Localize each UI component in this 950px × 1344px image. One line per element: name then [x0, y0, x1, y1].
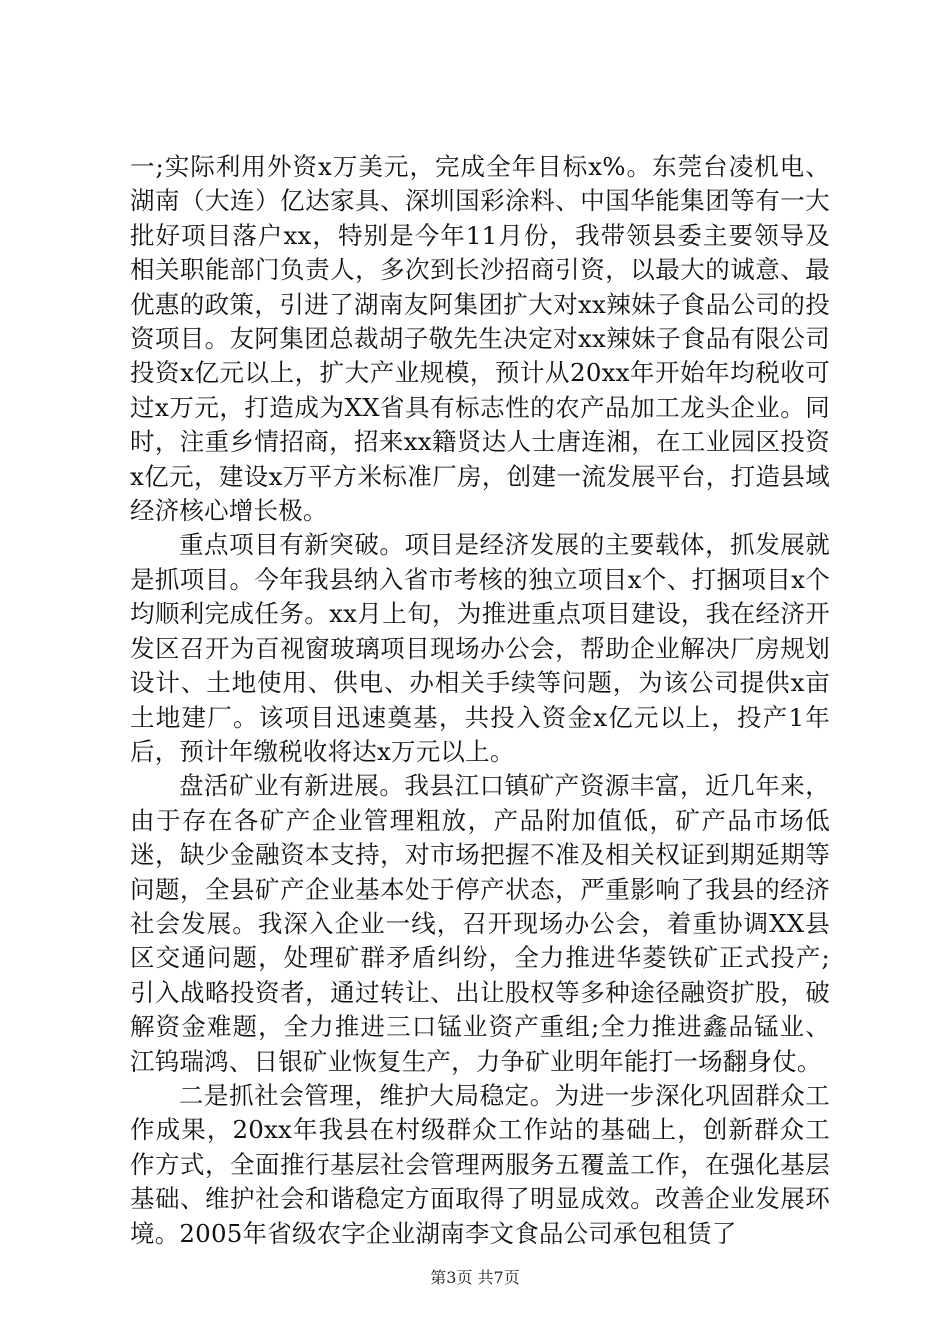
paragraph-1: 一;实际利用外资x万美元，完成全年目标x%。东莞台凌机电、湖南（大连）亿达家具、深圳国彩涂料、中国华能集团等有一大批好项目落户xx，特别是今年11月份，我带领县委主要领导及相关职能部门负责人，多次到长沙招商引资，以最大的诚意、最优惠的政策，引进了湖南友阿集团扩大对xx辣妹子食品公司的投资项目。友阿集团总裁胡子敬先生决定对xx辣妹子食品有限公司投资x亿元以上，扩大产业规模，预计从20xx年开始年均税收可过x万元，打造成为XX省具有标志性的农产品加工龙头企业。同时，注重乡情招商，招来xx籍贤达人士唐连湘，在工业园区投资x亿元，建设x万平方米标准厂房，创建一流发展平台，打造县域经济核心增长极。 — [130, 152, 830, 526]
paragraph-4: 二是抓社会管理，维护大局稳定。为进一步深化巩固群众工作成果，20xx年我县在村级群众工作站的基础上，创新群众工作方式，全面推行基层社会管理两服务五覆盖工作，在强化基层基础、维护社会和谐稳定方面取得了明显成效。改善企业发展环境。2005年省级农字企业湖南李文食品公司承包租赁了 — [130, 1080, 830, 1248]
page-number-footer: 第3页 共7页 — [430, 1268, 520, 1287]
paragraph-3: 盘活矿业有新进展。我县江口镇矿产资源丰富，近几年来，由于存在各矿产企业管理粗放，产品附加值低，矿产品市场低迷，缺少金融资本支持，对市场把握不准及相关权证到期延期等问题，全县矿产企业基本处于停产状态，严重影响了我县的经济社会发展。我深入企业一线，召开现场办公会，着重协调XX县区交通问题，处理矿群矛盾纠纷，全力推进华菱铁矿正式投产;引入战略投资者，通过转让、出让股权等多种途径融资扩股，破解资金难题，全力推进三口锰业资产重组;全力推进鑫品锰业、江钨瑞鸿、日银矿业恢复生产，力争矿业明年能打一场翻身仗。 — [130, 771, 830, 1076]
document-body — [130, 150, 830, 1251]
paragraph-2: 重点项目有新突破。项目是经济发展的主要载体，抓发展就是抓项目。今年我县纳入省市考核的独立项目x个、打捆项目x个均顺利完成任务。xx月上旬，为推进重点项目建设，我在经济开发区召开为百视窗玻璃项目现场办公会，帮助企业解决厂房规划设计、土地使用、供电、办相关手续等问题，为该公司提供x亩土地建厂。该项目迅速奠基，共投入资金x亿元以上，投产1年后，预计年缴税收将达x万元以上。 — [130, 530, 830, 766]
